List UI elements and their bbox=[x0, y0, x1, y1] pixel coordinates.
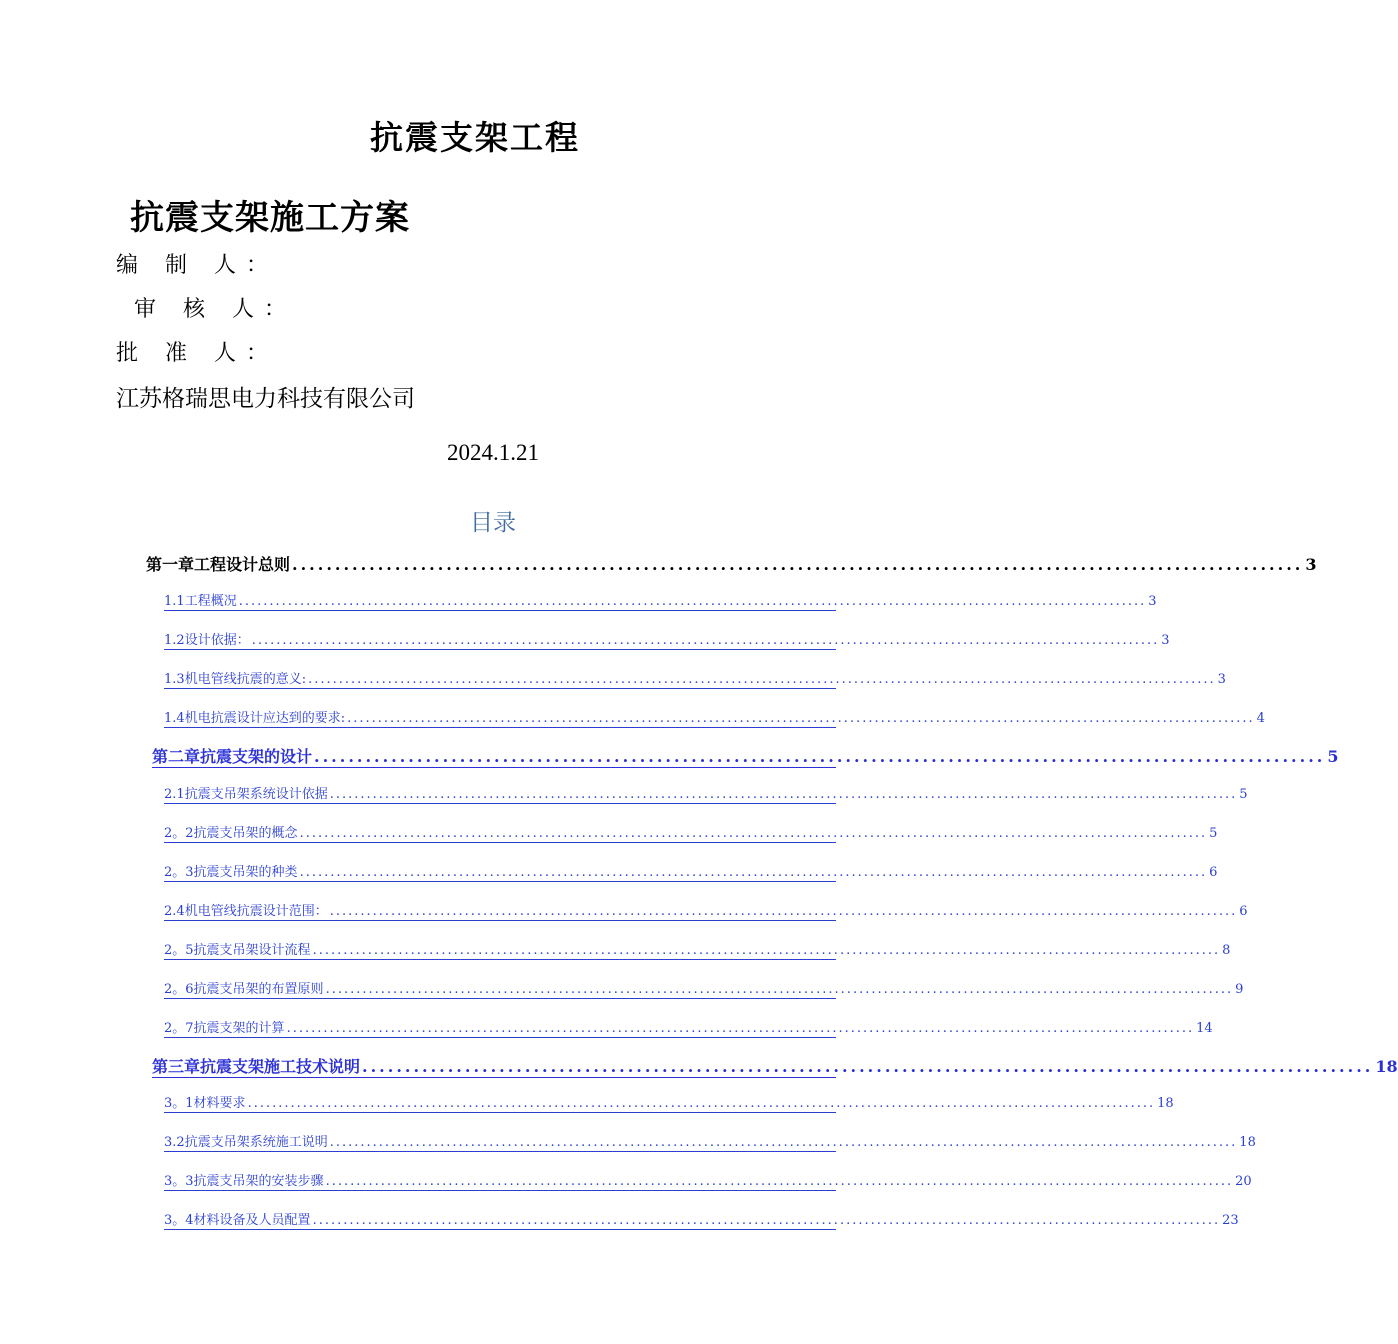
approver-line: 批 准 人： bbox=[116, 341, 278, 366]
toc-entry-label: 工程设计总则 bbox=[194, 555, 291, 574]
toc-section-2-5[interactable] bbox=[164, 939, 1231, 960]
toc-entry-label: 抗震支吊架的安装步骤 bbox=[193, 1174, 324, 1189]
toc-leader-dots: .................................................................................................................................................... bbox=[329, 1135, 1238, 1150]
toc-leader-dots: .................................................................................................................................................... bbox=[308, 672, 1216, 687]
toc-leader-dots: ...................................................................................................................... bbox=[292, 555, 1304, 574]
toc-entry-label: 材料要求 bbox=[193, 1096, 246, 1111]
toc-entry-page: 4 bbox=[1256, 711, 1265, 726]
toc-leader-dots: .................................................................................................................................................... bbox=[247, 1096, 1156, 1111]
toc-entry-page: 14 bbox=[1196, 1021, 1213, 1036]
toc-chapter-3[interactable] bbox=[152, 1054, 1398, 1078]
toc-entry-label: 抗震支吊架的种类 bbox=[193, 865, 298, 880]
toc-entry-number: 1.2 bbox=[164, 633, 185, 648]
toc-entry-number: 2。2 bbox=[164, 826, 194, 841]
toc-entry-label: 抗震支吊架系统设计依据 bbox=[184, 787, 328, 802]
toc-leader-dots: .................................................................................................................................................... bbox=[329, 904, 1238, 919]
toc-entry-label: 设计依据： bbox=[184, 633, 250, 648]
toc-entry-number: 1.1 bbox=[164, 594, 185, 609]
toc-entry-number: 2。6 bbox=[164, 982, 194, 997]
toc-entry-number: 2.1 bbox=[164, 787, 185, 802]
toc-leader-dots: .................................................................................................................................................... bbox=[251, 633, 1160, 648]
toc-entry-page: 18 bbox=[1239, 1135, 1256, 1150]
toc-entry-label: 机电管线抗震的意义: bbox=[184, 672, 307, 687]
document-title: 抗震支架工程 bbox=[370, 118, 580, 157]
toc-section-1-3[interactable] bbox=[164, 668, 1226, 689]
toc-entry-number: 3。3 bbox=[164, 1174, 194, 1189]
toc-section-2-3[interactable] bbox=[164, 861, 1218, 882]
toc-section-1-1[interactable] bbox=[164, 590, 1157, 611]
toc-leader-dots: ...................................................................................................................... bbox=[362, 1057, 1374, 1076]
toc-section-2-4[interactable] bbox=[164, 900, 1248, 921]
toc-entry-number: 1.3 bbox=[164, 672, 185, 687]
toc-section-2-6[interactable] bbox=[164, 978, 1244, 999]
toc-entry-page: 3 bbox=[1217, 672, 1226, 687]
toc-entry-page: 23 bbox=[1222, 1213, 1239, 1228]
toc-leader-dots: .................................................................................................................................................... bbox=[238, 594, 1147, 609]
toc-section-3-3[interactable] bbox=[164, 1170, 1252, 1191]
toc-entry-label: 工程概况 bbox=[184, 594, 237, 609]
toc-leader-dots: .................................................................................................................................................... bbox=[325, 982, 1234, 997]
toc-leader-dots: .................................................................................................................................................... bbox=[347, 711, 1255, 726]
toc-leader-dots: .................................................................................................................................................... bbox=[286, 1021, 1195, 1036]
toc-entry-number: 1.4 bbox=[164, 711, 185, 726]
compiler-line: 编 制 人： bbox=[116, 253, 278, 278]
document-date: 2024.1.21 bbox=[447, 440, 539, 465]
toc-entry-page: 9 bbox=[1235, 982, 1244, 997]
company-name: 江苏格瑞思电力科技有限公司 bbox=[116, 386, 415, 412]
toc-entry-number: 第二章 bbox=[152, 747, 201, 766]
toc-leader-dots: ...................................................................................................................... bbox=[314, 747, 1326, 766]
toc-entry-label: 抗震支架的设计 bbox=[200, 747, 313, 766]
toc-leader-dots: .................................................................................................................................................... bbox=[312, 943, 1221, 958]
toc-entry-number: 第一章 bbox=[146, 555, 195, 574]
toc-entry-number: 3。4 bbox=[164, 1213, 194, 1228]
reviewer-line: 审 核 人： bbox=[134, 297, 296, 322]
toc-entry-label: 抗震支吊架系统施工说明 bbox=[184, 1135, 328, 1150]
toc-entry-number: 第三章 bbox=[152, 1057, 201, 1076]
toc-entry-page: 18 bbox=[1375, 1057, 1398, 1076]
toc-entry-label: 抗震支吊架的布置原则 bbox=[193, 982, 324, 997]
toc-section-3-1[interactable] bbox=[164, 1092, 1174, 1113]
toc-entry-page: 5 bbox=[1327, 747, 1339, 766]
toc-leader-dots: .................................................................................................................................................... bbox=[299, 865, 1208, 880]
toc-section-2-2[interactable] bbox=[164, 822, 1218, 843]
toc-entry-page: 6 bbox=[1209, 865, 1218, 880]
toc-leader-dots: .................................................................................................................................................... bbox=[325, 1174, 1234, 1189]
toc-entry-page: 3 bbox=[1148, 594, 1157, 609]
document-subtitle: 抗震支架施工方案 bbox=[130, 198, 410, 238]
toc-entry-page: 3 bbox=[1305, 555, 1317, 574]
toc-entry-page: 6 bbox=[1239, 904, 1248, 919]
toc-entry-page: 5 bbox=[1209, 826, 1218, 841]
toc-entry-label: 机电抗震设计应达到的要求: bbox=[184, 711, 346, 726]
toc-section-1-2[interactable] bbox=[164, 629, 1170, 650]
toc-section-1-4[interactable] bbox=[164, 707, 1265, 728]
toc-entry-label: 抗震支吊架的概念 bbox=[193, 826, 298, 841]
toc-entry-number: 3。1 bbox=[164, 1096, 194, 1111]
toc-entry-page: 20 bbox=[1235, 1174, 1252, 1189]
toc-entry-number: 2。3 bbox=[164, 865, 194, 880]
toc-entry-page: 18 bbox=[1157, 1096, 1174, 1111]
toc-leader-dots: .................................................................................................................................................... bbox=[329, 787, 1238, 802]
toc-section-3-4[interactable] bbox=[164, 1209, 1239, 1230]
toc-entry-number: 3.2 bbox=[164, 1135, 185, 1150]
toc-entry-number: 2。5 bbox=[164, 943, 194, 958]
toc-section-3-2[interactable] bbox=[164, 1131, 1256, 1152]
toc-entry-page: 3 bbox=[1161, 633, 1170, 648]
toc-chapter-1[interactable] bbox=[146, 552, 1317, 575]
toc-entry-label: 材料设备及人员配置 bbox=[193, 1213, 311, 1228]
toc-section-2-1[interactable] bbox=[164, 783, 1248, 804]
toc-entry-number: 2。7 bbox=[164, 1021, 194, 1036]
toc-leader-dots: .................................................................................................................................................... bbox=[312, 1213, 1221, 1228]
toc-entry-label: 抗震支架的计算 bbox=[193, 1021, 285, 1036]
toc-leader-dots: .................................................................................................................................................... bbox=[299, 826, 1208, 841]
toc-chapter-2[interactable] bbox=[152, 744, 1339, 768]
toc-section-2-7[interactable] bbox=[164, 1017, 1213, 1038]
toc-entry-label: 机电管线抗震设计范围： bbox=[184, 904, 328, 919]
toc-entry-label: 抗震支吊架设计流程 bbox=[193, 943, 311, 958]
toc-entry-number: 2.4 bbox=[164, 904, 185, 919]
toc-entry-page: 8 bbox=[1222, 943, 1231, 958]
toc-entry-page: 5 bbox=[1239, 787, 1248, 802]
toc-entry-label: 抗震支架施工技术说明 bbox=[200, 1057, 361, 1076]
toc-title: 目录 bbox=[470, 510, 516, 536]
